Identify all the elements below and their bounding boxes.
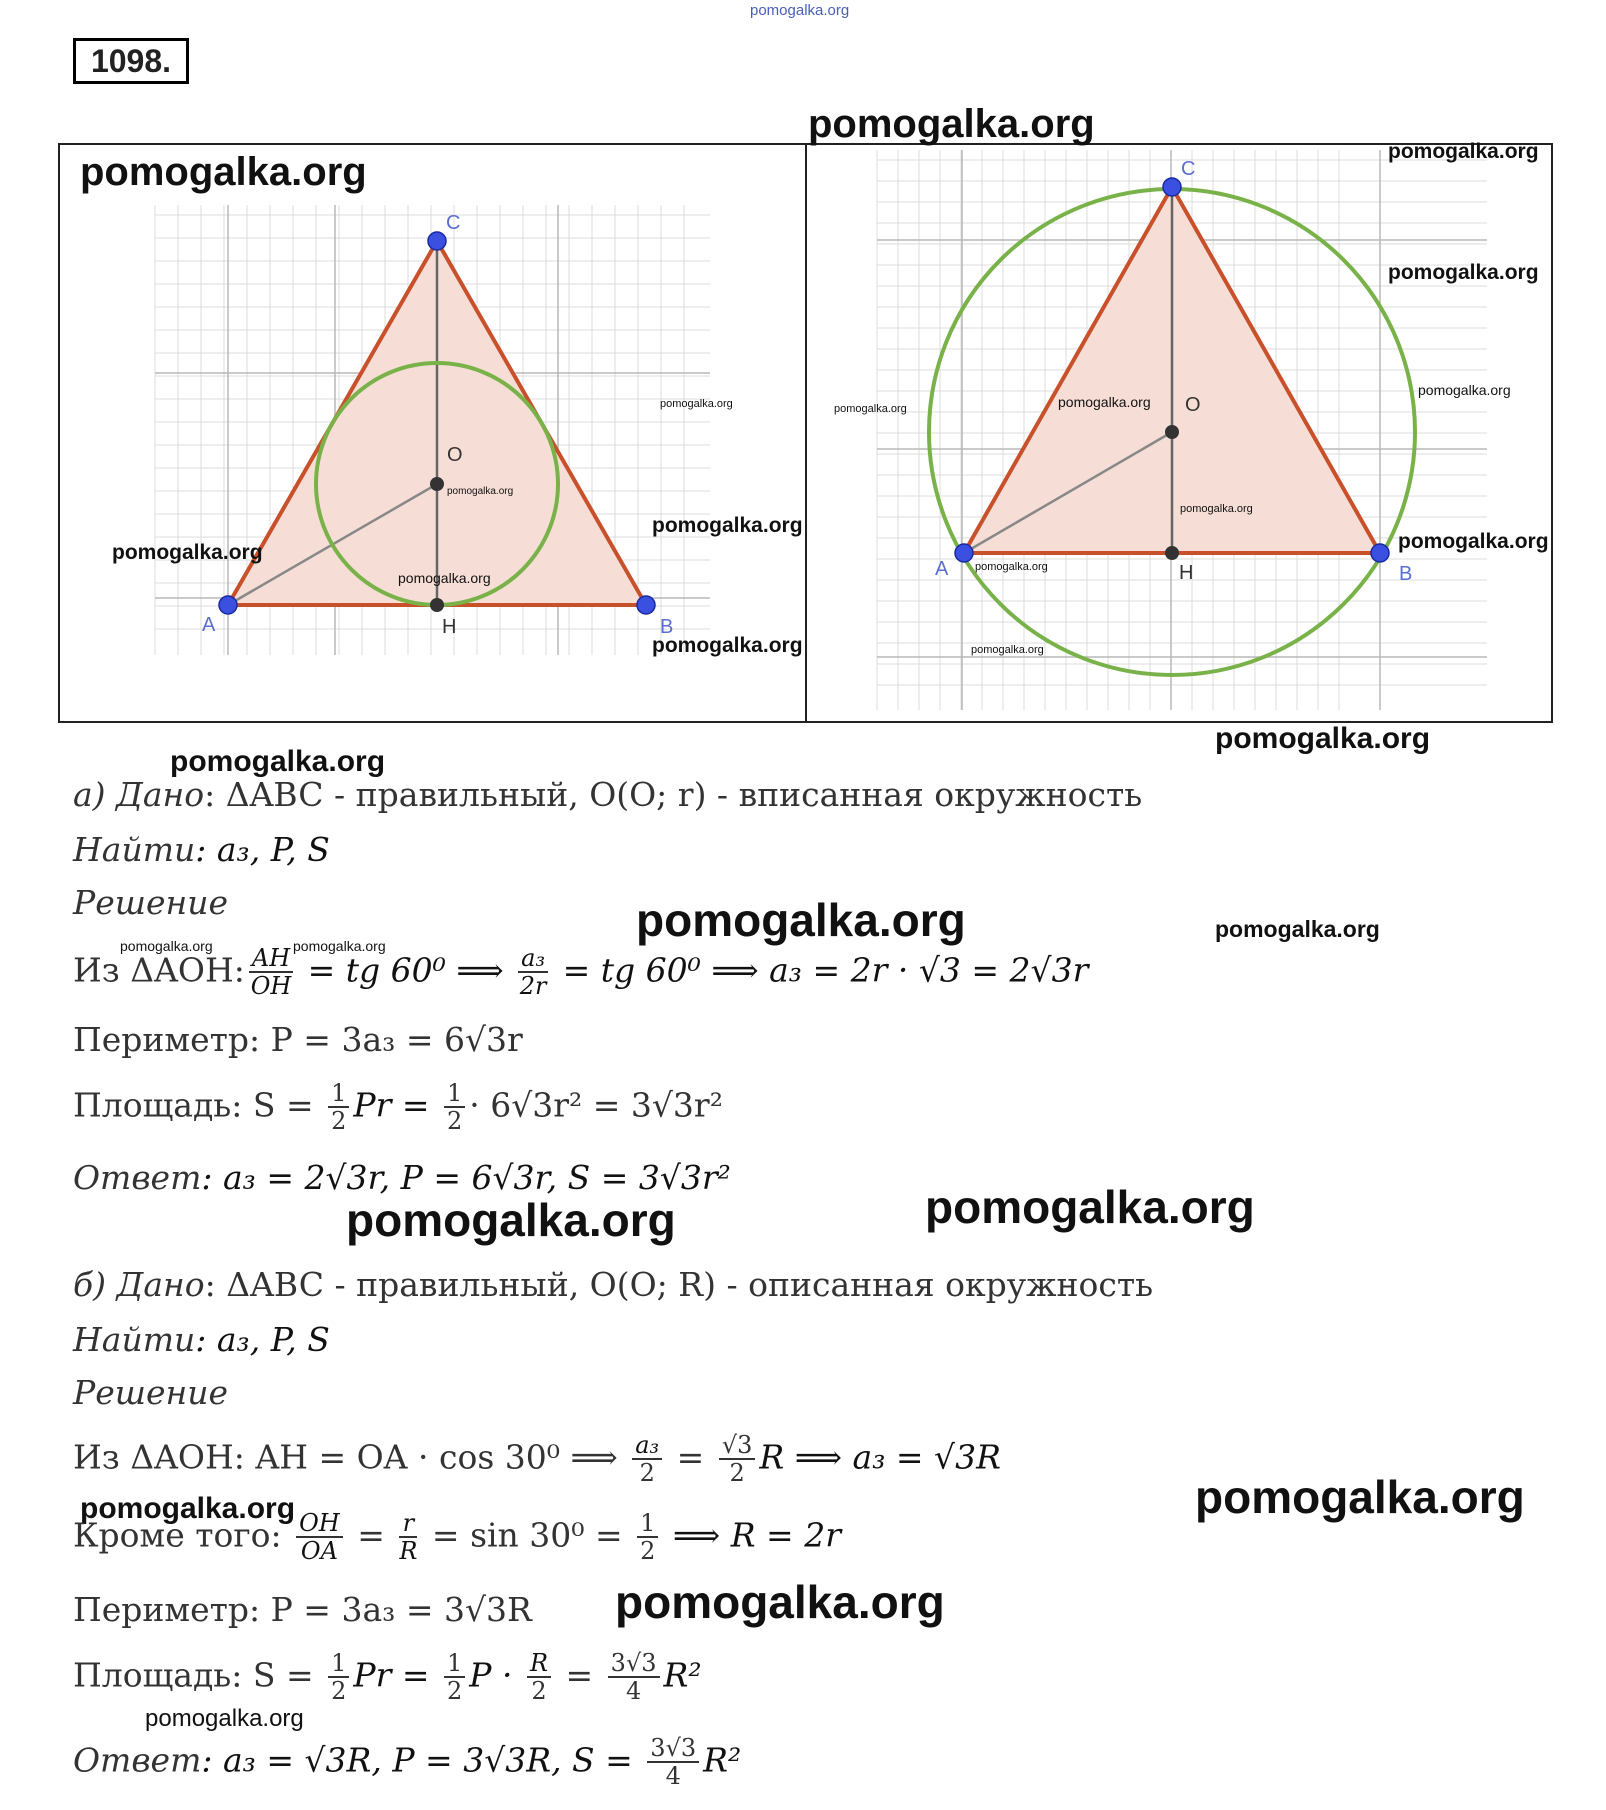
- watermark: pomogalka.org: [346, 1194, 676, 1246]
- watermark: pomogalka.org: [636, 894, 966, 946]
- watermark: pomogalka.org: [1215, 722, 1431, 755]
- watermark: pomogalka.org: [652, 634, 803, 657]
- watermark: pomogalka.org: [1215, 916, 1380, 942]
- watermark: pomogalka.org: [398, 570, 491, 586]
- point-c: [1163, 178, 1181, 196]
- watermark: pomogalka.org: [660, 398, 733, 410]
- part-b-area: Площадь: S = $\frac{1}{2}$ Pr = $\frac{1}{2}$ P · $\frac{R}{2}$ = $\frac{3√3}{4}$ R²: [73, 1649, 702, 1706]
- point-b: [637, 596, 655, 614]
- top-watermark: pomogalka.org: [750, 2, 850, 19]
- watermark: pomogalka.org: [1180, 503, 1253, 515]
- problem-number: 1098.: [73, 38, 189, 84]
- part-a-find: Найти: a₃, P, S: [73, 830, 330, 869]
- label-a: A: [935, 558, 949, 580]
- watermark: pomogalka.org: [1418, 382, 1511, 398]
- part-b-given: б) Дано: ΔABC - правильный, O(O; R) - описанная окружность: [73, 1265, 1154, 1304]
- label-a: A: [202, 614, 216, 636]
- point-h: [1165, 546, 1179, 560]
- watermark: pomogalka.org: [80, 150, 367, 194]
- watermark: pomogalka.org: [834, 403, 907, 415]
- label-o: O: [1185, 394, 1201, 416]
- watermark: pomogalka.org: [112, 541, 263, 564]
- inscribed-circle-figure: [60, 145, 804, 717]
- watermark: pomogalka.org: [145, 1705, 304, 1732]
- watermark: pomogalka.org: [120, 938, 213, 954]
- part-b-step2: Кроме того: $\frac{OH}{OA}$ = $\frac{r}{R}$ = sin 30⁰ = $\frac{1}{2}$ ⟹ R = 2r: [73, 1509, 841, 1566]
- label-b: B: [1399, 563, 1413, 585]
- point-h: [430, 598, 444, 612]
- part-a-answer: Ответ: a₃ = 2√3r, P = 6√3r, S = 3√3r²: [73, 1158, 731, 1197]
- point-o: [430, 477, 444, 491]
- point-b: [1371, 544, 1389, 562]
- watermark: pomogalka.org: [615, 1576, 945, 1628]
- watermark: pomogalka.org: [1388, 140, 1539, 163]
- part-a-solution-label: Решение: [73, 883, 229, 922]
- part-b-solution-label: Решение: [73, 1373, 229, 1412]
- label-o: O: [447, 444, 463, 466]
- part-a-perimeter: Периметр: P = 3a₃ = 6√3r: [73, 1020, 523, 1059]
- watermark: pomogalka.org: [1500, 1790, 1573, 1802]
- part-b-find: Найти: a₃, P, S: [73, 1320, 330, 1359]
- point-a: [219, 596, 237, 614]
- part-b-step1: Из ΔAOH: AH = OA · cos 30⁰ ⟹ $\frac{\text{a₃}}{2}$ = $\frac{√3}{2}$ R ⟹ a₃ = √3R: [73, 1431, 1001, 1488]
- watermark: pomogalka.org: [975, 561, 1048, 573]
- label-c: C: [1181, 158, 1196, 180]
- circumscribed-circle-figure: [807, 145, 1547, 717]
- part-a-area: Площадь: S = $\frac{1}{2}$ Pr = $\frac{1}{2}$ · 6√3r² = 3√3r²: [73, 1079, 723, 1136]
- watermark: pomogalka.org: [1058, 394, 1151, 410]
- point-a: [955, 544, 973, 562]
- watermark: pomogalka.org: [652, 514, 803, 537]
- point-c: [428, 232, 446, 250]
- part-a-step1: Из ΔAOH: $\frac{AH}{OH}$ = tg 60⁰ ⟹ $\frac{\text{a₃}}{2r}$ = tg 60⁰ ⟹ a₃ = 2r · √3 = 2√3r: [73, 944, 1089, 1001]
- watermark: pomogalka.org: [1388, 261, 1539, 284]
- watermark: pomogalka.org: [925, 1181, 1255, 1233]
- part-a-given: а) Дано: ΔABC - правильный, O(O; r) - вписанная окружность: [73, 775, 1143, 814]
- label-h: H: [1179, 562, 1194, 584]
- part-b-answer: Ответ: a₃ = √3R, P = 3√3R, S = $\frac{3√3}{4}$ R²: [73, 1734, 742, 1791]
- label-c: C: [446, 212, 461, 234]
- watermark: pomogalka.org: [971, 644, 1044, 656]
- watermark: pomogalka.org: [808, 102, 1095, 146]
- point-o: [1165, 425, 1179, 439]
- label-h: H: [442, 616, 457, 638]
- watermark: pomogalka.org: [80, 1492, 296, 1525]
- watermark: pomogalka.org: [293, 938, 386, 954]
- watermark: pomogalka.org: [447, 486, 514, 497]
- watermark: pomogalka.org: [1398, 530, 1549, 553]
- label-b: B: [660, 616, 674, 638]
- part-b-perimeter: Периметр: P = 3a₃ = 3√3R: [73, 1590, 532, 1629]
- watermark: pomogalka.org: [1195, 1471, 1525, 1523]
- watermark: pomogalka.org: [170, 745, 386, 778]
